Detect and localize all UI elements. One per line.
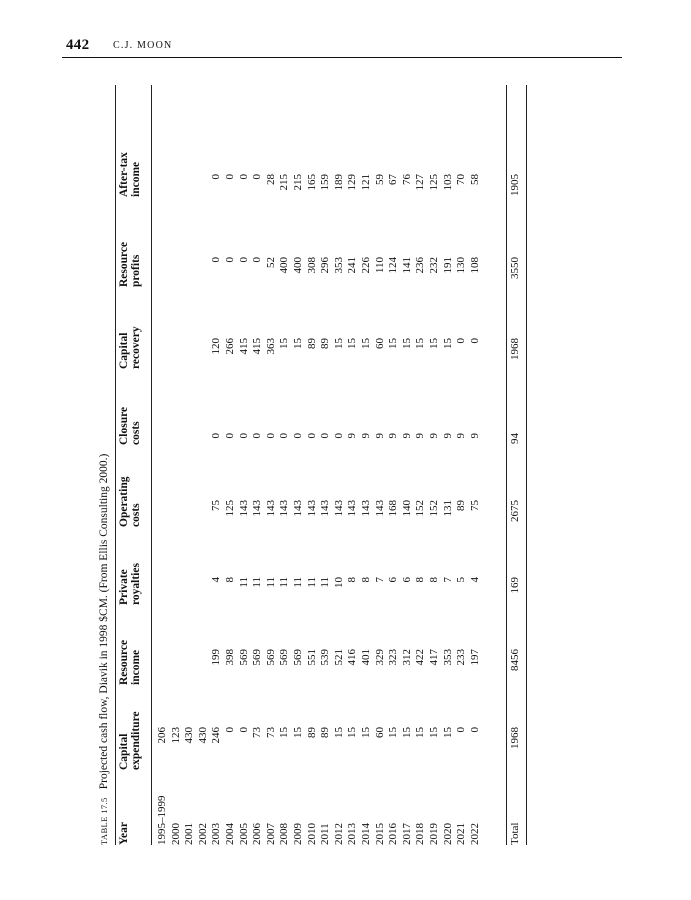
table-cell: 10 xyxy=(332,577,345,588)
table-cell: 6 xyxy=(400,577,413,583)
table-cell: 0 xyxy=(251,257,264,263)
table-cell: 15 xyxy=(400,338,413,349)
column-header xyxy=(118,477,142,527)
table-cell: 0 xyxy=(455,338,468,344)
table-cell: 52 xyxy=(264,257,277,268)
table-cell: 0 xyxy=(305,433,318,439)
table-cell: 108 xyxy=(468,257,481,274)
table-cell: 143 xyxy=(237,500,250,517)
table-cell: 143 xyxy=(373,500,386,517)
table-cell: 9 xyxy=(346,433,359,439)
row-year: 2008 xyxy=(278,823,291,845)
column-header xyxy=(118,242,142,287)
table-cell: 168 xyxy=(387,500,400,517)
table-cell: 4 xyxy=(210,577,223,583)
table-cell: 0 xyxy=(210,174,223,180)
table-cell: 3550 xyxy=(509,257,521,279)
column-header-line: Private xyxy=(118,569,130,605)
table-cell: 199 xyxy=(210,649,223,666)
table-cell: 15 xyxy=(278,727,291,738)
column-header xyxy=(118,407,142,445)
table-cell: 143 xyxy=(305,500,318,517)
table-cell: 401 xyxy=(360,649,372,666)
table-cell: 11 xyxy=(237,577,250,588)
table-cell: 416 xyxy=(346,649,359,666)
row-year: 2005 xyxy=(237,823,250,845)
table-cell: 0 xyxy=(224,174,236,180)
table-cell: 191 xyxy=(441,257,454,274)
table-cell: 0 xyxy=(237,727,250,733)
column-header-line: royalties xyxy=(130,563,142,605)
table-cell: 0 xyxy=(210,433,223,439)
row-year: 2010 xyxy=(305,823,318,845)
table-cell: 89 xyxy=(319,338,332,349)
table-cell: 129 xyxy=(346,174,359,191)
table-cell: 0 xyxy=(210,257,223,263)
table-cell: 8 xyxy=(346,577,359,583)
table-cell: 539 xyxy=(319,649,332,666)
table-cell: 89 xyxy=(305,727,318,738)
row-year: 2004 xyxy=(224,823,236,845)
table-cell: 143 xyxy=(292,500,304,517)
table-cell: 415 xyxy=(237,338,250,355)
cash-flow-table xyxy=(98,85,548,845)
row-year: 2001 xyxy=(183,823,196,845)
table-cell: 73 xyxy=(264,727,277,738)
table-header-rule xyxy=(151,85,152,845)
table-cell: 15 xyxy=(360,727,372,738)
table-cell: 9 xyxy=(414,433,427,439)
table-cell: 569 xyxy=(264,649,277,666)
table-cell: 58 xyxy=(468,174,481,185)
column-header-line: Closure xyxy=(118,406,130,445)
table-cell: 15 xyxy=(292,727,304,738)
column-header xyxy=(118,822,130,845)
table-cell: 8456 xyxy=(509,649,521,671)
table-cell: 143 xyxy=(360,500,372,517)
table-cell: 15 xyxy=(332,338,345,349)
row-year: 2016 xyxy=(387,823,400,845)
row-year: 2019 xyxy=(428,823,440,845)
table-cell: 89 xyxy=(455,500,468,511)
row-year: 2013 xyxy=(346,823,359,845)
table-cell: 152 xyxy=(428,500,440,517)
table-cell: 15 xyxy=(332,727,345,738)
table-label: TABLE 17.5 xyxy=(99,797,109,845)
table-cell: 67 xyxy=(387,174,400,185)
table-cell: 15 xyxy=(441,338,454,349)
table-cell: 131 xyxy=(441,500,454,517)
table-cell: 189 xyxy=(332,174,345,191)
table-cell: 215 xyxy=(292,174,304,191)
table-cell: 430 xyxy=(183,727,196,744)
table-total-rule xyxy=(506,85,507,845)
table-cell: 569 xyxy=(278,649,291,666)
table-cell: 0 xyxy=(264,433,277,439)
row-year: 2021 xyxy=(455,823,468,845)
table-cell: 15 xyxy=(414,727,427,738)
row-year: 2017 xyxy=(400,823,413,845)
table-cell: 169 xyxy=(509,577,521,594)
table-cell: 8 xyxy=(360,577,372,583)
table-cell: 1968 xyxy=(509,727,521,749)
table-cell: 59 xyxy=(373,174,386,185)
table-cell: 7 xyxy=(373,577,386,583)
table-cell: 143 xyxy=(278,500,291,517)
row-year: 2006 xyxy=(251,823,264,845)
column-header xyxy=(118,640,142,685)
table-cell: 15 xyxy=(346,338,359,349)
table-cell: 0 xyxy=(468,338,481,344)
table-cell: 329 xyxy=(373,649,386,666)
table-caption xyxy=(98,454,114,845)
table-cell: 0 xyxy=(319,433,332,439)
column-header-line: income xyxy=(130,161,142,197)
table-cell: 120 xyxy=(210,338,223,355)
table-cell: 15 xyxy=(346,727,359,738)
column-header-line: costs xyxy=(130,421,142,445)
table-cell: 75 xyxy=(468,500,481,511)
column-header xyxy=(118,326,142,369)
table-cell: 11 xyxy=(264,577,277,588)
table-cell: 1905 xyxy=(509,174,521,196)
row-year: 2002 xyxy=(196,823,209,845)
table-cell: 9 xyxy=(360,433,372,439)
table-cell: 143 xyxy=(332,500,345,517)
table-cell: 11 xyxy=(305,577,318,588)
table-cell: 233 xyxy=(455,649,468,666)
table-cell: 4 xyxy=(468,577,481,583)
header-rule xyxy=(62,57,622,58)
table-cell: 9 xyxy=(428,433,440,439)
table-cell: 6 xyxy=(387,577,400,583)
table-cell: 266 xyxy=(224,338,236,355)
table-cell: 246 xyxy=(210,727,223,744)
table-cell: 15 xyxy=(387,727,400,738)
column-header xyxy=(118,563,142,605)
table-cell: 70 xyxy=(455,174,468,185)
table-cell: 28 xyxy=(264,174,277,185)
column-header-line: expenditure xyxy=(130,711,142,770)
table-cell: 296 xyxy=(319,257,332,274)
table-cell: 15 xyxy=(360,338,372,349)
row-year: Total xyxy=(509,822,521,845)
column-header-line: Capital xyxy=(118,332,130,369)
table-caption-text: Projected cash flow, Diavik in 1998 $CM. (From Ellis Consulting 2000.) xyxy=(98,453,110,790)
table-cell: 130 xyxy=(455,257,468,274)
table-cell: 206 xyxy=(156,727,168,744)
table-cell: 0 xyxy=(251,433,264,439)
row-year: 2000 xyxy=(169,823,182,845)
table-cell: 15 xyxy=(428,338,440,349)
table-cell: 140 xyxy=(400,500,413,517)
table-cell: 141 xyxy=(400,257,413,274)
table-cell: 60 xyxy=(373,727,386,738)
column-header-line: income xyxy=(130,649,142,685)
row-year: 2009 xyxy=(292,823,304,845)
table-cell: 551 xyxy=(305,649,318,666)
page-number: 442 xyxy=(66,37,90,53)
table-cell: 143 xyxy=(319,500,332,517)
table-cell: 0 xyxy=(468,727,481,733)
row-year: 2012 xyxy=(332,823,345,845)
table-cell: 0 xyxy=(455,727,468,733)
table-cell: 226 xyxy=(360,257,372,274)
column-header-line: Resource xyxy=(118,639,130,685)
row-year: 2014 xyxy=(360,823,372,845)
row-year: 1995–1999 xyxy=(156,795,168,845)
table-cell: 11 xyxy=(292,577,304,588)
table-cell: 323 xyxy=(387,649,400,666)
table-cell: 89 xyxy=(305,338,318,349)
table-cell: 15 xyxy=(292,338,304,349)
table-cell: 0 xyxy=(278,433,291,439)
table-cell: 353 xyxy=(332,257,345,274)
table-cell: 11 xyxy=(251,577,264,588)
table-cell: 236 xyxy=(414,257,427,274)
row-year: 2011 xyxy=(319,823,332,845)
running-head-author: C.J. MOON xyxy=(113,40,173,51)
table-cell: 9 xyxy=(387,433,400,439)
table-cell: 152 xyxy=(414,500,427,517)
table-cell: 15 xyxy=(387,338,400,349)
table-cell: 1968 xyxy=(509,338,521,360)
running-head xyxy=(62,36,622,58)
column-header-line: profits xyxy=(130,254,142,287)
column-header xyxy=(118,711,142,770)
table-cell: 11 xyxy=(319,577,332,588)
table-cell: 308 xyxy=(305,257,318,274)
table-cell: 0 xyxy=(224,727,236,733)
table-cell: 11 xyxy=(278,577,291,588)
table-cell: 569 xyxy=(237,649,250,666)
column-header-line: After-tax xyxy=(118,152,130,197)
table-cell: 165 xyxy=(305,174,318,191)
table-cell: 8 xyxy=(428,577,440,583)
table-cell: 0 xyxy=(224,433,236,439)
table-cell: 400 xyxy=(278,257,291,274)
table-cell: 103 xyxy=(441,174,454,191)
table-cell: 9 xyxy=(400,433,413,439)
table-top-rule xyxy=(115,85,116,845)
table-cell: 215 xyxy=(278,174,291,191)
column-header-line: recovery xyxy=(130,326,142,369)
table-cell: 400 xyxy=(292,257,304,274)
table-cell: 15 xyxy=(400,727,413,738)
table-cell: 430 xyxy=(196,727,209,744)
column-header xyxy=(118,152,142,197)
table-cell: 312 xyxy=(400,649,413,666)
table-cell: 0 xyxy=(292,433,304,439)
column-header-line: Year xyxy=(118,822,130,845)
table-cell: 60 xyxy=(373,338,386,349)
table-cell: 9 xyxy=(373,433,386,439)
table-cell: 123 xyxy=(169,727,182,744)
table-cell: 0 xyxy=(237,174,250,180)
row-year: 2020 xyxy=(441,823,454,845)
table-cell: 143 xyxy=(251,500,264,517)
table-cell: 125 xyxy=(224,500,236,517)
table-cell: 8 xyxy=(414,577,427,583)
table-cell: 143 xyxy=(264,500,277,517)
table-cell: 159 xyxy=(319,174,332,191)
table-cell: 415 xyxy=(251,338,264,355)
table-cell: 89 xyxy=(319,727,332,738)
table-cell: 569 xyxy=(292,649,304,666)
table-cell: 143 xyxy=(346,500,359,517)
row-year: 2018 xyxy=(414,823,427,845)
table-cell: 121 xyxy=(360,174,372,191)
table-cell: 2675 xyxy=(509,500,521,522)
table-cell: 124 xyxy=(387,257,400,274)
table-bottom-rule xyxy=(526,85,527,845)
table-cell: 0 xyxy=(251,174,264,180)
table-cell: 241 xyxy=(346,257,359,274)
row-year: 2007 xyxy=(264,823,277,845)
table-cell: 9 xyxy=(455,433,468,439)
table-cell: 110 xyxy=(373,257,386,274)
table-cell: 9 xyxy=(441,433,454,439)
table-cell: 15 xyxy=(441,727,454,738)
table-cell: 363 xyxy=(264,338,277,355)
table-cell: 521 xyxy=(332,649,345,666)
table-cell: 15 xyxy=(278,338,291,349)
table-cell: 0 xyxy=(332,433,345,439)
table-cell: 8 xyxy=(224,577,236,583)
table-cell: 0 xyxy=(237,433,250,439)
table-cell: 125 xyxy=(428,174,440,191)
row-year: 2015 xyxy=(373,823,386,845)
table-cell: 422 xyxy=(414,649,427,666)
table-cell: 5 xyxy=(455,577,468,583)
table-cell: 9 xyxy=(468,433,481,439)
table-cell: 569 xyxy=(251,649,264,666)
column-header-line: costs xyxy=(130,503,142,527)
table-cell: 7 xyxy=(441,577,454,583)
table-cell: 73 xyxy=(251,727,264,738)
table-cell: 398 xyxy=(224,649,236,666)
table-cell: 15 xyxy=(414,338,427,349)
table-cell: 197 xyxy=(468,649,481,666)
column-header-line: Capital xyxy=(118,733,130,770)
table-cell: 0 xyxy=(237,257,250,263)
row-year: 2022 xyxy=(468,823,481,845)
column-header-line: Resource xyxy=(118,241,130,287)
table-cell: 94 xyxy=(509,433,521,444)
table-cell: 15 xyxy=(428,727,440,738)
column-header-line: Operating xyxy=(118,476,130,527)
table-cell: 353 xyxy=(441,649,454,666)
row-year: 2003 xyxy=(210,823,223,845)
table-cell: 417 xyxy=(428,649,440,666)
table-cell: 76 xyxy=(400,174,413,185)
table-cell: 127 xyxy=(414,174,427,191)
table-cell: 0 xyxy=(224,257,236,263)
table-cell: 232 xyxy=(428,257,440,274)
table-cell: 75 xyxy=(210,500,223,511)
